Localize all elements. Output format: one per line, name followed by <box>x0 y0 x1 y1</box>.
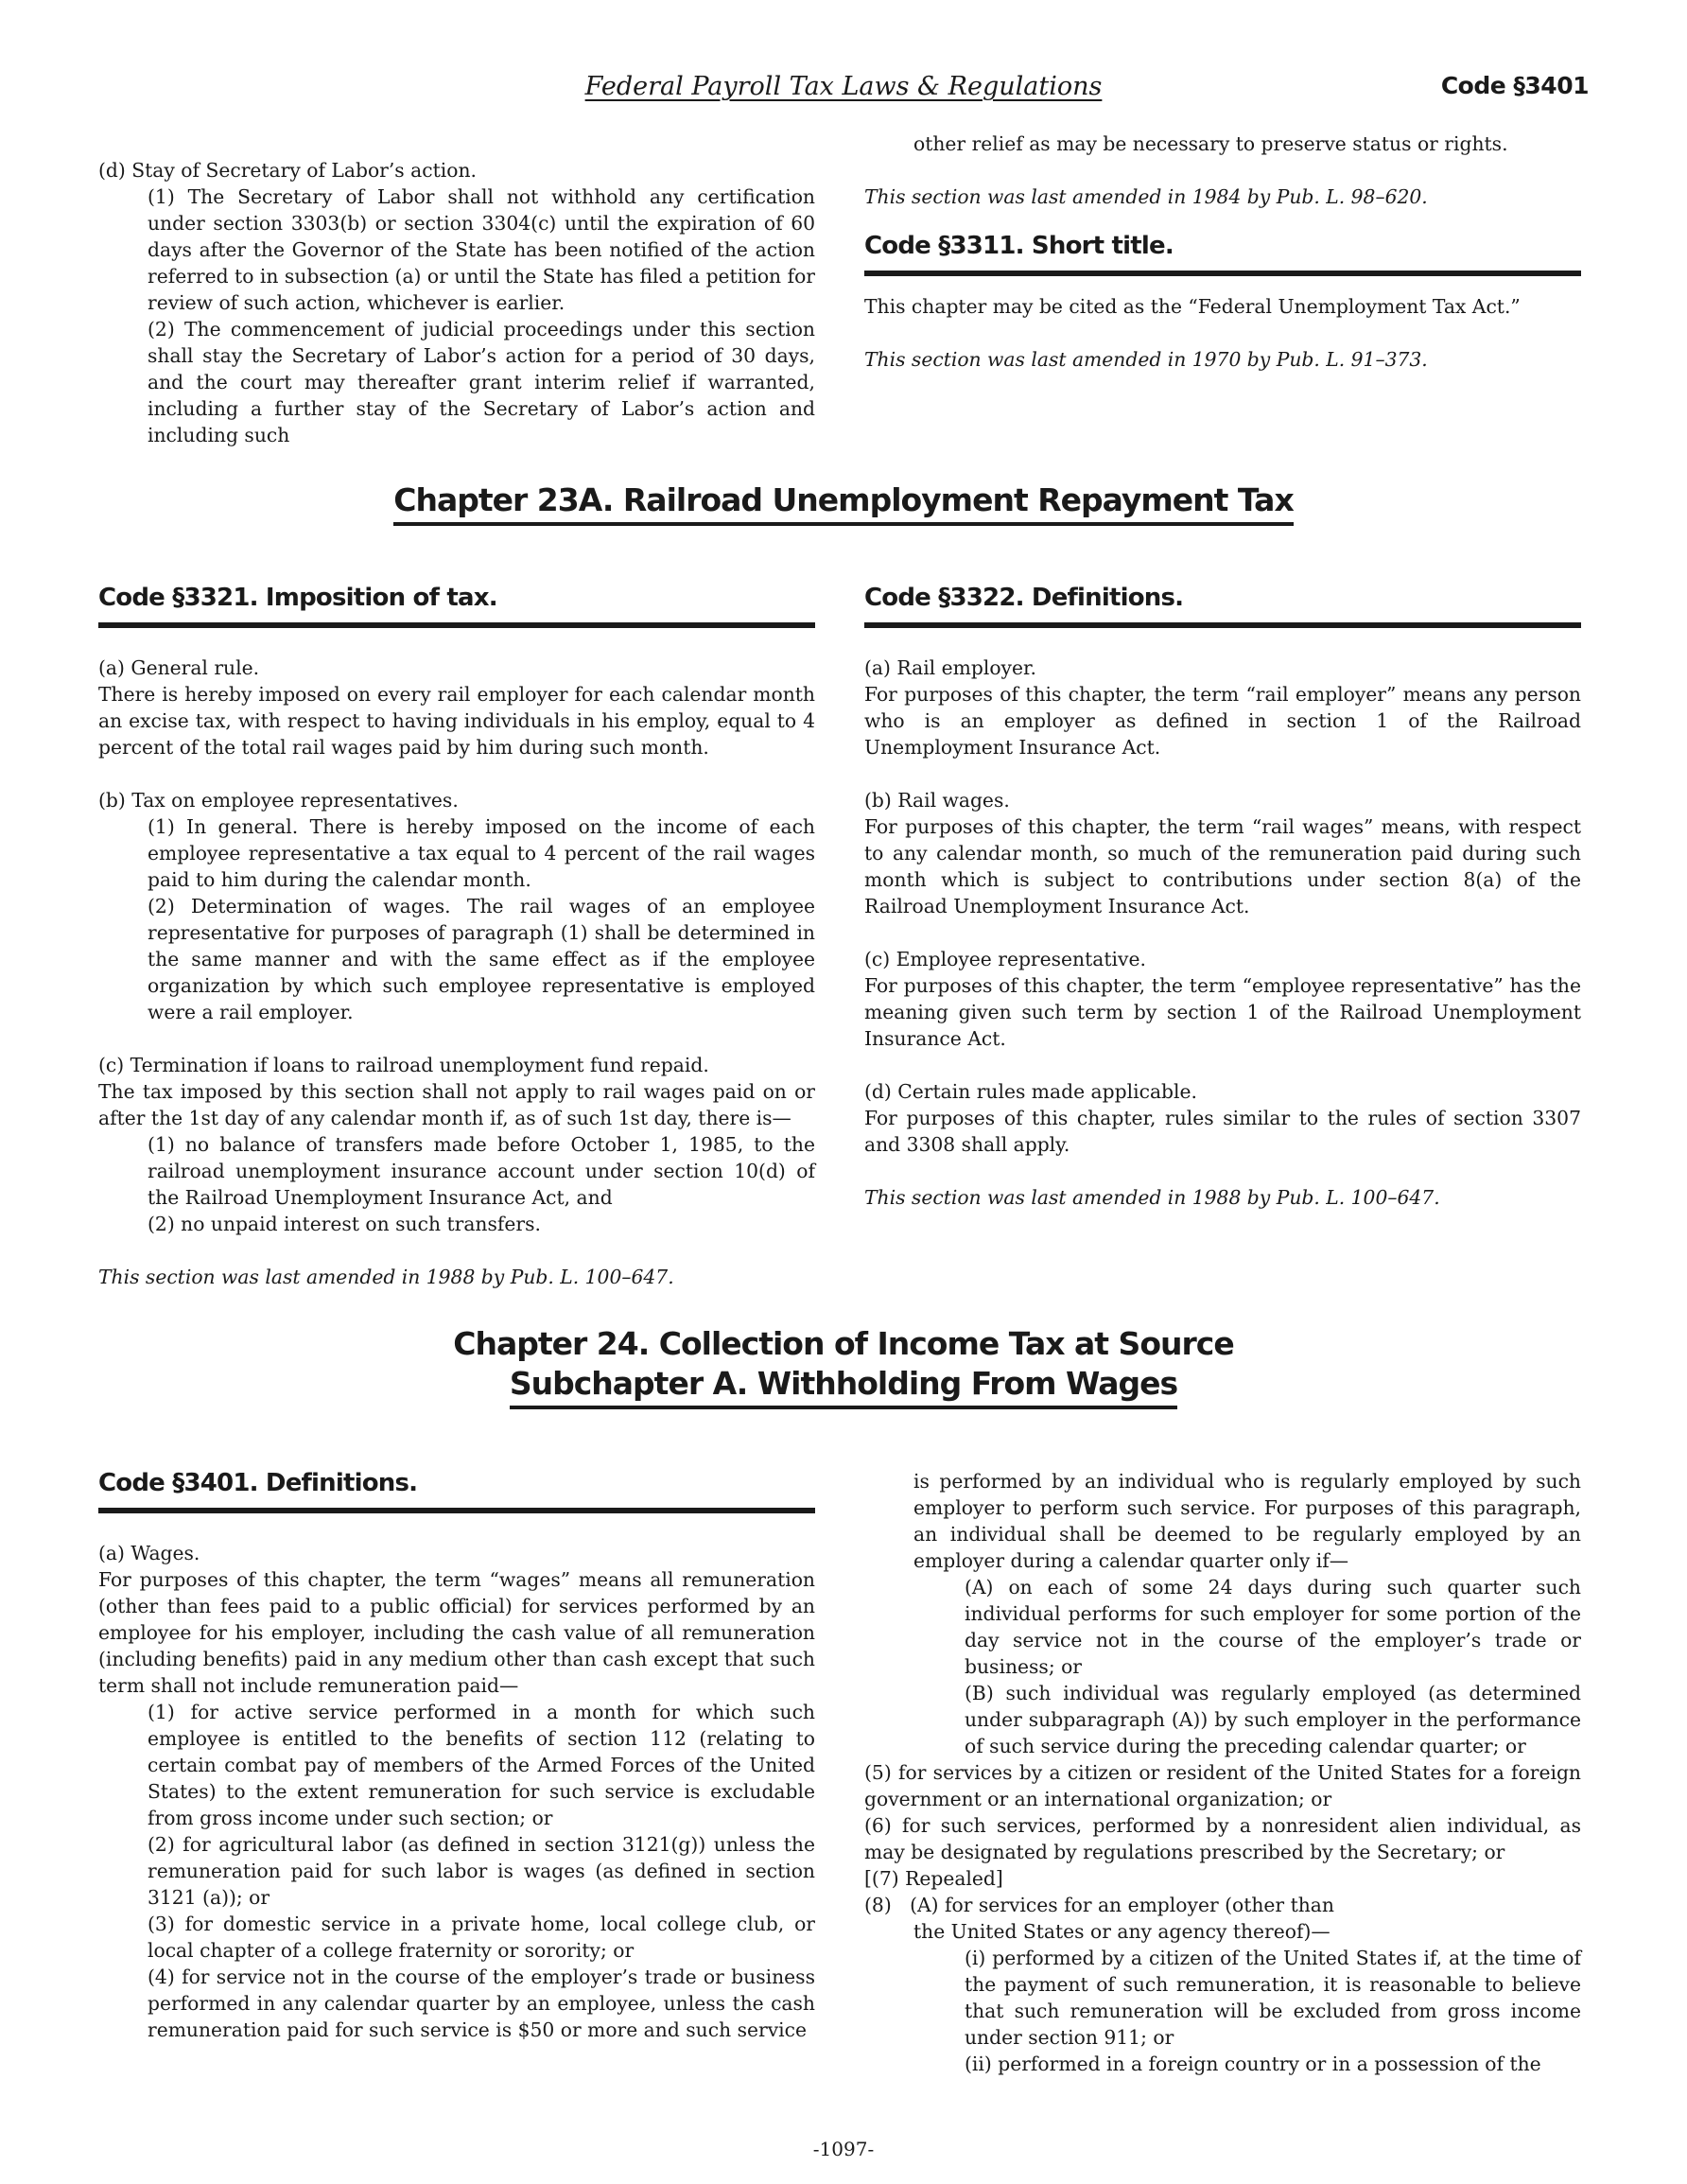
paragraph-d-heading: (d) Stay of Secretary of Labor’s action. <box>98 159 477 182</box>
section-3321 <box>98 583 815 1290</box>
subparagraph-b: (B) such individual was regularly employed (as determined under subparagraph (A)) by such employer in the performance of such service during the preceding calendar quarter; or <box>965 1682 1581 1757</box>
paragraph-b1: (1) In general. There is hereby imposed on the income of each employee representative a tax equal to 4 percent of the rail wages paid to him during the calendar month. <box>148 815 815 891</box>
subsection-a-text: For purposes of this chapter, the term “rail employer” means any person who is an employer as defined in section 1 of the Railroad Unemployment Insurance Act. <box>864 683 1581 759</box>
subsection-b-text: For purposes of this chapter, the term “rail wages” means, with respect to any calendar month, so much of the remuneration paid during such month which is subject to contributions under section 8(a) of the Railroad Unemployment Insurance Act. <box>864 815 1581 917</box>
subsection-a-text: For purposes of this chapter, the term “wages” means all remuneration (other than fees paid to a public official) for services performed by an employee for his employer, including the cash value of all remuneration (including benefits) paid in any medium other than cash except that such term shall not include remuneration paid— <box>98 1568 815 1697</box>
subchapter-a-title: Subchapter A. Withholding From Wages <box>510 1364 1177 1409</box>
short-title-text: This chapter may be cited as the “Federal Unemployment Tax Act.” <box>864 295 1521 318</box>
subsection-c-heading: (c) Termination if loans to railroad unemployment fund repaid. <box>98 1054 709 1076</box>
subsection-c-heading: (c) Employee representative. <box>864 948 1146 970</box>
section-heading-3321: Code §3321. Imposition of tax. <box>98 583 815 628</box>
amendment-note: This section was last amended in 1988 by Pub. L. 100–647. <box>864 1186 1440 1209</box>
clause-i: (i) performed by a citizen of the United States if, at the time of the payment of such remuneration, it is reasonable to believe that such remuneration will be excluded from gross income under section 911; or <box>965 1947 1581 2049</box>
paragraph-7: [(7) Repealed] <box>864 1867 1003 1890</box>
paragraph-c1: (1) no balance of transfers made before October 1, 1985, to the railroad unemployment insurance account under section 10(d) of the Railroad Unemployment Insurance Act, and <box>148 1133 815 1209</box>
chapter-24-title: Chapter 24. Collection of Income Tax at Source <box>453 1325 1234 1362</box>
chapter-title <box>0 1324 1687 1409</box>
subsection-a-heading: (a) Wages. <box>98 1542 200 1564</box>
clause-ii: (ii) performed in a foreign country or in a possession of the <box>965 2053 1541 2075</box>
chapter-title <box>0 480 1687 526</box>
paragraph-d2: (2) The commencement of judicial proceedings under this section shall stay the Secretary of Labor’s action for a period of 30 days, and the court may thereafter grant interim relief if warranted, including a further stay of the Secretary of Labor’s action and including such <box>148 318 815 446</box>
amendment-note: This section was last amended in 1984 by Pub. L. 98–620. <box>864 185 1428 208</box>
subsection-a-text: There is hereby imposed on every rail employer for each calendar month an excise tax, with respect to having individuals in his employ, equal to 4 percent of the total rail wages paid by him during such month. <box>98 683 815 759</box>
section-heading-3401: Code §3401. Definitions. <box>98 1468 815 1513</box>
paragraph-8a-cont: the United States or any agency thereof)— <box>913 1920 1330 1943</box>
subsection-c-text: The tax imposed by this section shall not apply to rail wages paid on or after the 1st day of any calendar month if, as of such 1st day, there is— <box>98 1080 815 1129</box>
subsection-c-text: For purposes of this chapter, the term “employee representative” has the meaning given such term by section 1 of the Railroad Unemployment Insurance Act. <box>864 974 1581 1050</box>
paragraph-4: (4) for service not in the course of the employer’s trade or business performed in any calendar quarter by an employee, unless the cash remuneration paid for such service is $50 or more and such service <box>148 1966 815 2041</box>
subparagraph-a: (A) on each of some 24 days during such quarter such individual performs for such employer for some portion of the day service not in the course of the employer’s trade or business; or <box>965 1576 1581 1678</box>
paragraph-5: (5) for services by a citizen or resident of the United States for a foreign government or an international organization; or <box>864 1761 1581 1810</box>
running-header-code: Code §3401 <box>1440 72 1589 99</box>
paragraph-3: (3) for domestic service in a private home, local college club, or local chapter of a college fraternity or sorority; or <box>148 1913 815 1962</box>
section-heading-3322: Code §3322. Definitions. <box>864 583 1581 628</box>
paragraph-6: (6) for such services, performed by a nonresident alien individual, as may be designated by regulations prescribed by the Secretary; or <box>864 1814 1581 1863</box>
section-3401-left <box>98 1468 815 2043</box>
top-right-block <box>864 131 1581 373</box>
paragraph-d1: (1) The Secretary of Labor shall not withhold any certification under section 3303(b) or section 3304(c) until the expiration of 60 days after the Governor of the State has been notified of the action referred to in subsection (a) or until the State has filed a petition for review of such action, whichever is earlier. <box>148 185 815 314</box>
subsection-a-heading: (a) Rail employer. <box>864 656 1036 679</box>
section-heading-3311: Code §3311. Short title. <box>864 231 1581 276</box>
continuation-text: other relief as may be necessary to preserve status or rights. <box>913 132 1508 155</box>
page-number: -1097- <box>812 2138 875 2160</box>
paragraph-b2: (2) Determination of wages. The rail wages of an employee representative for purposes of paragraph (1) shall be determined in the same manner and with the same effect as if the employee organization by which such employee representative is employed were a rail employer. <box>148 895 815 1023</box>
subsection-d-text: For purposes of this chapter, rules similar to the rules of section 3307 and 3308 shall apply. <box>864 1107 1581 1156</box>
subsection-d-heading: (d) Certain rules made applicable. <box>864 1080 1197 1103</box>
subsection-a-heading: (a) General rule. <box>98 656 260 679</box>
paragraph-4-continuation: is performed by an individual who is regularly employed by such employer to perform such service. For purposes of this paragraph, an individual shall be deemed to be regularly employed by an employer during a calendar quarter only if— <box>913 1470 1581 1572</box>
subsection-b-heading: (b) Tax on employee representatives. <box>98 789 459 812</box>
amendment-note: This section was last amended in 1970 by Pub. L. 91–373. <box>864 348 1428 371</box>
section-3401-right <box>864 1468 1581 2077</box>
paragraph-2: (2) for agricultural labor (as defined in section 3121(g)) unless the remuneration paid for such labor is wages (as defined in section 3121 (a)); or <box>148 1833 815 1909</box>
paragraph-8a: (8) (A) for services for an employer (other than <box>864 1894 1334 1916</box>
paragraph-1: (1) for active service performed in a month for which such employee is entitled to the benefits of section 112 (relating to certain combat pay of members of the Armed Forces of the United States) to the extent remuneration for such service is excludable from gross income under such section; or <box>148 1701 815 1829</box>
section-3322 <box>864 583 1581 1211</box>
chapter-23a-title: Chapter 23A. Railroad Unemployment Repayment Tax <box>393 480 1293 526</box>
amendment-note: This section was last amended in 1988 by Pub. L. 100–647. <box>98 1266 674 1288</box>
stay-of-action-block <box>98 157 815 448</box>
paragraph-c2: (2) no unpaid interest on such transfers. <box>148 1213 541 1235</box>
subsection-b-heading: (b) Rail wages. <box>864 789 1010 812</box>
running-header-title: Federal Payroll Tax Laws & Regulations <box>584 72 1103 101</box>
